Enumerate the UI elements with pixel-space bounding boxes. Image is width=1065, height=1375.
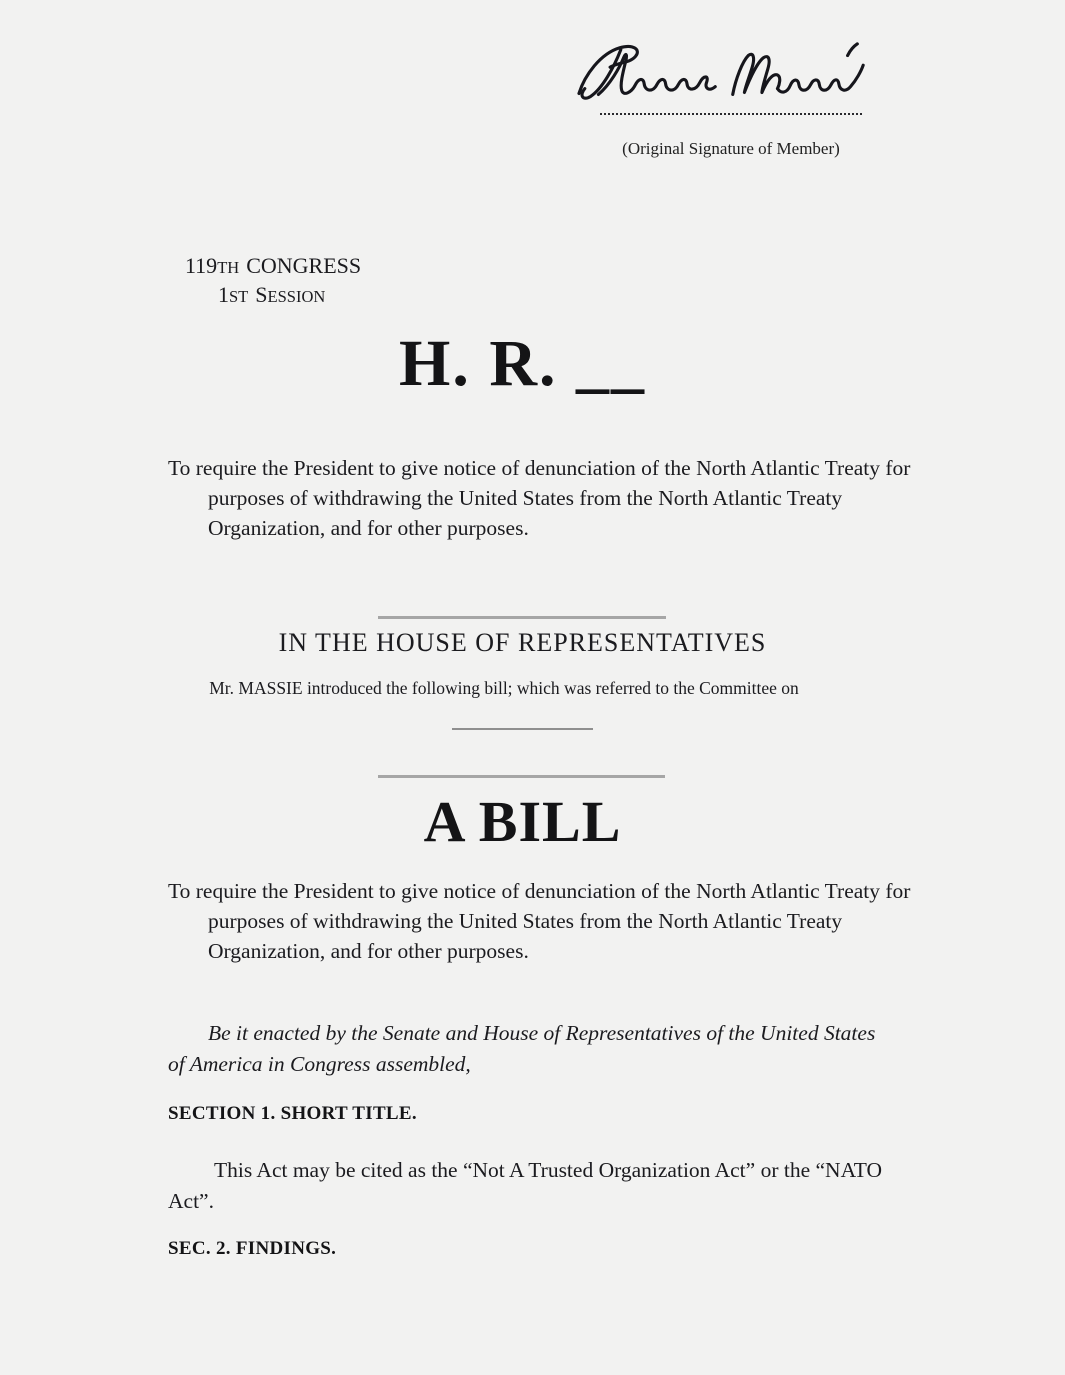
section-1-heading: SECTION 1. SHORT TITLE. — [168, 1103, 417, 1124]
session-label-rest: ESSION — [267, 287, 326, 306]
committee-blank-line — [452, 728, 593, 730]
section-1-text: This Act may be cited as the “Not A Trusted Organization Act” or the “NATO Act”. — [168, 1158, 882, 1213]
session-line — [218, 281, 361, 310]
session-number: 1 — [218, 282, 229, 307]
signature-image — [577, 38, 869, 111]
session-ordinal-suffix: ST — [229, 287, 249, 306]
congress-ordinal-suffix: TH — [217, 258, 240, 277]
section-2-heading: SEC. 2. FINDINGS. — [168, 1238, 337, 1259]
signature-caption: (Original Signature of Member) — [622, 139, 840, 158]
signature-block — [585, 38, 877, 159]
chamber-heading: IN THE HOUSE OF REPRESENTATIVES — [278, 628, 767, 657]
divider-rule-top — [378, 616, 666, 619]
bill-number: H. R. __ — [399, 327, 646, 400]
preamble: To require the President to give notice of denunciation of the North Atlantic Treaty for purposes of withdrawing the United States from the North Atlantic Treaty Organization, and for other purposes. — [168, 456, 911, 540]
enacting-clause: Be it enacted by the Senate and House of Representatives of the United States of America in Congress assembled, — [168, 1021, 876, 1076]
divider-rule-bill — [378, 775, 665, 778]
congress-line — [185, 252, 361, 281]
congress-session-header — [185, 252, 361, 310]
introduction-line: Mr. MASSIE introduced the following bill; which was referred to the Committee on — [209, 678, 799, 698]
congress-label: CONGRESS — [246, 253, 362, 278]
long-title: To require the President to give notice of denunciation of the North Atlantic Treaty for purposes of withdrawing the United States from the North Atlantic Treaty Organization, and for other purposes. — [168, 879, 911, 963]
signature-dotted-line — [600, 113, 862, 115]
bill-heading: A BILL — [423, 789, 622, 854]
signature-stroke — [579, 44, 863, 98]
session-label-initial: S — [255, 282, 268, 307]
congress-number: 119 — [185, 253, 218, 278]
